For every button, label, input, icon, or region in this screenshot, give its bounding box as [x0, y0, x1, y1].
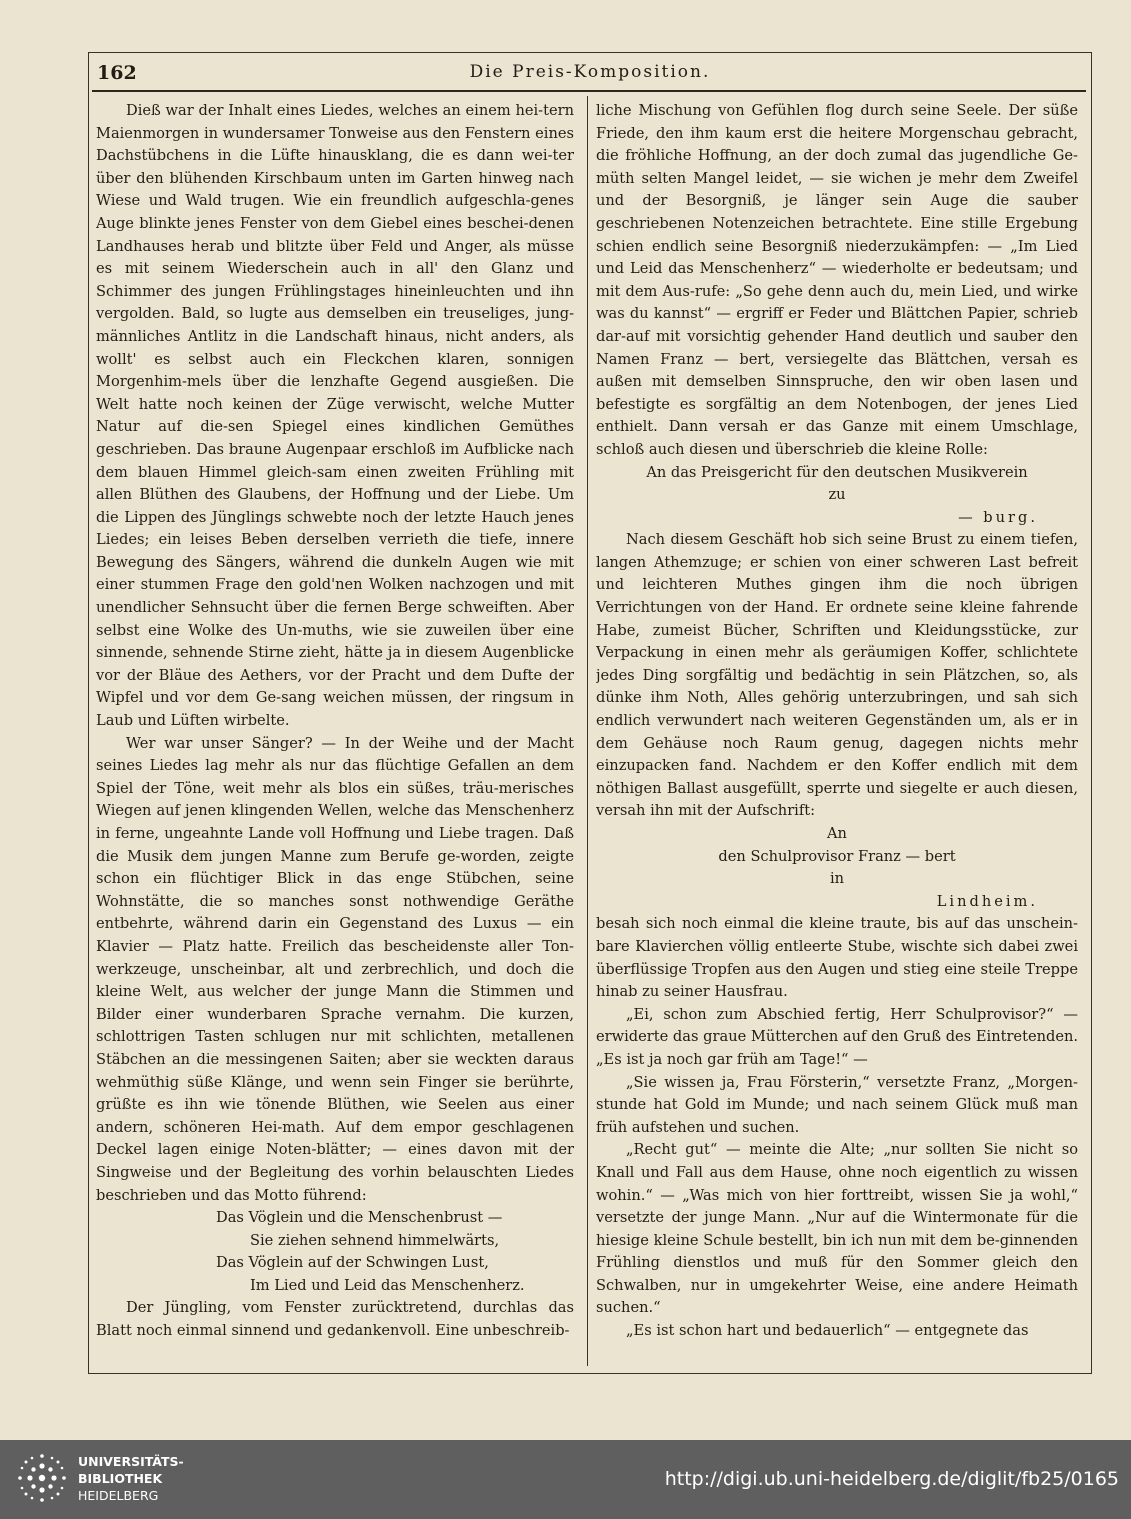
- paragraph: Wer war unser Sänger? — In der Weihe und der Macht seines Liedes lag mehr als nur das flüchtige Gefallen an dem Spiel der Töne, weit mehr als blos ein süßes, träu-merisches Wiegen auf jenen klingenden Wellen, welche das Menschenherz in ferne, ungeahnte Lande voll Hoffnung und Liebe tragen. Daß die Musik dem jungen Manne zum Berufe ge-worden, zeigte schon ein flüchtiger Blick in das enge Stübchen, seine Wohnstätte, die so manches sonst nothwendige Geräthe entbehrte, während darin ein Gegenstand des Luxus — ein Klavier — Platz hatte. Freilich das bescheidenste aller Ton-werkzeuge, unscheinbar, alt und zerbrechlich, und doch die kleine Welt, aus welcher der junge Mann die Stimmen und Bilder einer wunderbaren Sprache vernahm. Die kurzen, schlottrigen Tasten schlugen nur mit schlichten, metallenen Stäbchen an die messingenen Saiten; aber sie weckten daraus wehmüthig süße Klänge, und wenn sein Finger sie berührte, grüßte es ihn wie tönende Blüthen, wie Seelen aus einer andern, schöneren Hei-math. Auf dem empor geschlagenen Deckel lagen einige Noten-blätter; — eines davon mit der Singweise und der Begleitung des vorhin belauschten Liedes beschrieben und das Motto führend:: [96, 734, 574, 1204]
- page-number: 162: [97, 62, 137, 84]
- address-line: An das Preisgericht für den deutschen Musikverein: [646, 463, 1028, 481]
- paragraph: liche Mischung von Gefühlen flog durch seine Seele. Der süße Friede, den ihm kaum erst die heitere Morgenschau gebracht, die fröhliche Hoffnung, an der doch zumal das jugendliche Ge-müth selten Mangel leidet, — sie wichen je mehr dem Zweifel und der Besorgniß, je länger sein Auge die sauber geschriebenen Notenzeichen betrachtete. Eine stille Ergebung schien endlich seine Besorgniß niederzukämpfen: — „Im Lied und Leid das Menschenherz“ — wiederholte er bedeutsam; und mit dem Aus-rufe: „So gehe denn auch du, mein Lied, und wirke was du kannst“ — ergriff er Feder und Blättchen Papier, schrieb dar-auf mit vorsichtig gehender Hand deutlich und sauber den Namen Franz — bert, versiegelte das Blättchen, versah es außen mit demselben Sinnspruche, den wir oben lasen und befestigte es sorgfältig an dem Notenbogen, der jenes Lied enthielt. Dann versah er das Ganze mit einem Umschlage, schloß auch diesen und überschrieb die kleine Rolle:: [596, 102, 1078, 458]
- address-line: den Schulprovisor Franz — bert: [718, 847, 956, 865]
- paragraph: besah sich noch einmal die kleine traute, bis auf das unschein-bare Klavierchen völlig entleerte Stube, wischte sich dabei zwei überflüssige Tropfen aus den Augen und stieg eine steile Treppe hinab zu seiner Hausfrau.: [596, 915, 1078, 1001]
- paragraph: Nach diesem Geschäft hob sich seine Brust zu einem tiefen, langen Athemzuge; er schien von einer schweren Last befreit und leichteren Muthes gingen ihm die noch übrigen Verrichtungen von der Hand. Er ordnete seine kleine fahrende Habe, zumeist Bücher, Schriften und Kleidungsstücke, zur Verpackung in einen mehr als geräumigen Koffer, schlichtete jedes Ding sorgfältig und bedächtig in sein Plätzchen, so, als dünke ihm Noth, Alles gehörig unterzubringen, und sah sich endlich verwundert nach weiteren Gegenständen um, als er in dem Gehäuse noch Raum genug, dagegen nichts mehr einzupacken fand. Nachdem er den Koffer endlich mit dem nöthigen Ballast ausgefüllt, sperrte und siegelte er auch diesen, versah ihn mit der Aufschrift:: [596, 531, 1078, 820]
- address-line: in: [829, 870, 845, 888]
- address-block-jury: [596, 462, 1078, 530]
- poem-motto: [96, 1207, 574, 1297]
- paragraph: „Ei, schon zum Abschied fertig, Herr Schulprovisor?“ — erwiderte das graue Mütterchen auf den Gruß des Eintretenden. „Es ist ja noch gar früh am Tage!“ —: [596, 1005, 1078, 1068]
- paragraph: „Es ist schon hart und bedauerlich“ — entgegnete das: [626, 1322, 1029, 1340]
- logo-line: BIBLIOTHEK: [78, 1471, 163, 1486]
- paragraph: „Sie wissen ja, Frau Försterin,“ versetzte Franz, „Morgen-stunde hat Gold im Munde; und nach seinem Glück muß man früh aufstehen und suchen.: [596, 1073, 1078, 1136]
- poem-line: Das Vöglein auf der Schwingen Lust,: [216, 1254, 489, 1272]
- address-line: An: [827, 825, 847, 842]
- right-column: [596, 100, 1078, 1362]
- column-divider: [587, 96, 588, 1366]
- paragraph: „Recht gut“ — meinte die Alte; „nur sollten Sie nicht so Knall und Fall aus dem Hause, ohne noch eigentlich zu wissen wohin.“ — „Was mich von hier forttreibt, wissen Sie ja wohl,“ versetzte der junge Mann. „Nur auf die Wintermonate für die hiesige kleine Schule bestellt, bin ich nun mit dem be-ginnenden Frühling dienstlos und muß für den Sommer gleich den Schwalben, nur in umgekehrter Weise, eine andere Heimath suchen.“: [596, 1141, 1078, 1317]
- paragraph: Der Jüngling, vom Fenster zurücktretend, durchlas das Blatt noch einmal sinnend und gedankenvoll. Eine unbeschreib-: [96, 1299, 574, 1340]
- university-seal-icon: [16, 1452, 68, 1504]
- poem-line: Im Lied und Leid das Menschenherz.: [250, 1276, 525, 1294]
- poem-line: Das Vöglein und die Menschenbrust —: [216, 1209, 503, 1227]
- library-logo-text: [78, 1453, 184, 1504]
- address-block-provisor: [596, 823, 1078, 913]
- logo-line: HEIDELBERG: [78, 1488, 159, 1503]
- address-line: Lindheim.: [936, 892, 1038, 910]
- logo-line: UNIVERSITÄTS-: [78, 1454, 184, 1469]
- library-footer: [0, 1440, 1131, 1519]
- poem-line: Sie ziehen sehnend himmelwärts,: [250, 1231, 500, 1249]
- paragraph: Dieß war der Inhalt eines Liedes, welches an einem hei-tern Maienmorgen in wundersamer Tonweise aus den Fenstern eines Dachstübchens in die Lüfte hinausklang, die es dann wei-ter über den blühenden Kirschbaum unten im Garten hinweg nach Wiese und Wald trugen. Wie ein freundlich aufgeschla-genes Auge blinkte jenes Fenster von dem Giebel eines beschei-denen Landhauses herab und blitzte über Feld und Anger, als müsse es mit seinem Wiederschein auch in all' den Glanz und Schimmer des jungen Frühlingstages hineinleuchten und ihn vergolden. Bald, so lugte aus demselben ein treuseliges, jung-männliches Antlitz in die Landschaft hinaus, nicht anders, als wollt' es selbst auch ein Fleckchen klaren, sonnigen Morgenhim-mels über die lenzhafte Gegend ausgießen. Die Welt hatte noch keinen der Züge verwischt, welche Mutter Natur auf die-sen Spiegel eines kindlichen Gemüthes geschrieben. Das braune Augenpaar erschloß im Aufblicke nach dem blauen Himmel gleich-sam einen zweiten Frühling mit allen Blüthen des Glaubens, der Hoffnung und der Liebe. Um die Lippen des Jünglings schwebte noch der letzte Hauch jenes Liedes; ein leises Beben derselben verrieth die tiefe, innere Bewegung des Sängers, während die dunkeln Augen wie mit einer stummen Frage den gold'nen Wolken nachzogen und mit unendlicher Sehnsucht über die fernen Berge schweiften. Aber selbst eine Wolke des Un-muths, wie sie zuweilen über eine sinnende, sehnende Stirne zieht, hätte ja in diesem Augenblicke vor der Bläue des Aethers, vor der Pracht und dem Dufte der Wipfel und vor dem Ge-sang weichen müssen, der ringsum in Laub und Lüften wirbelte.: [96, 102, 574, 730]
- left-column: [96, 100, 574, 1362]
- header-rule: [92, 90, 1086, 92]
- address-line: — burg.: [958, 508, 1038, 526]
- permalink-url[interactable]: http://digi.ub.uni-heidelberg.de/diglit/fb25/0165: [664, 1468, 1119, 1490]
- running-title: Die Preis-Komposition.: [469, 62, 711, 82]
- address-line: zu: [828, 486, 846, 504]
